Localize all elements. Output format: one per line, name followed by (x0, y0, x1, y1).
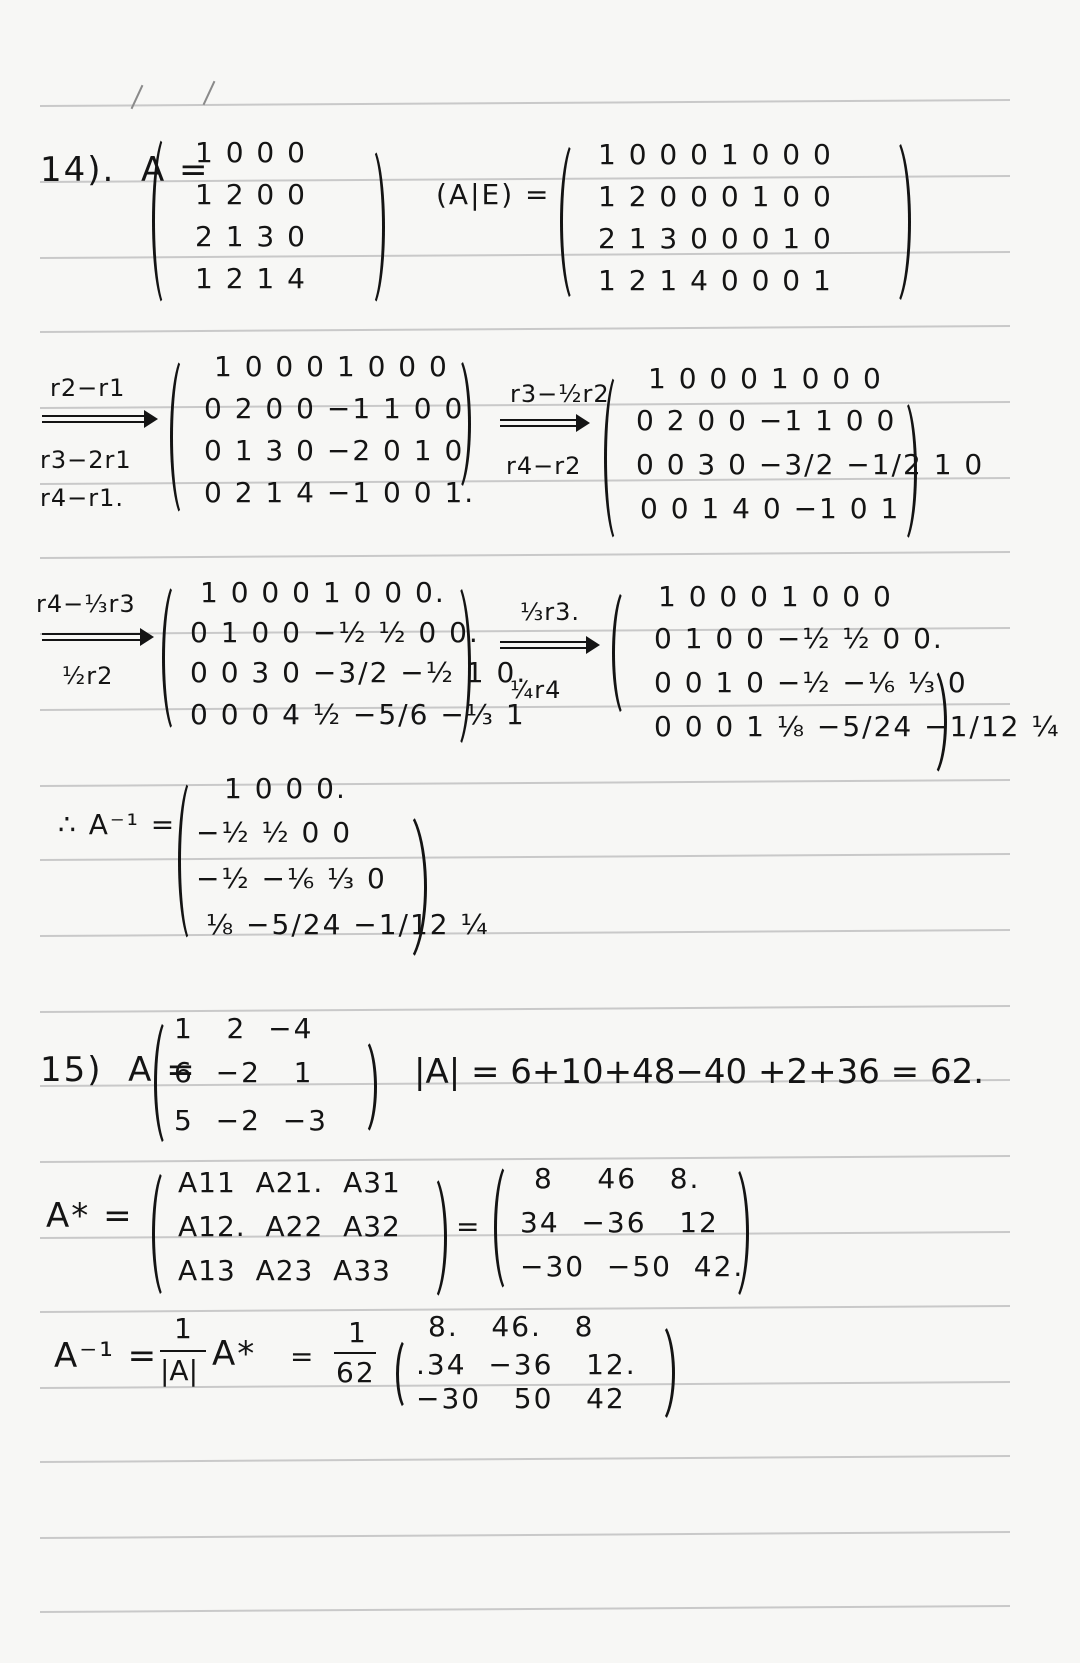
matrix-row: 1 0 0 0 1 0 0 0 (658, 580, 893, 613)
step1-left-paren (170, 354, 195, 520)
step2-arrow (500, 416, 586, 430)
matrix-row: 1 0 0 0 1 0 0 0 (648, 362, 883, 395)
inverse-coefficient-denominator: 62 (336, 1356, 376, 1389)
matrix-row: 0 2 0 0 −1 1 0 0 (204, 392, 465, 425)
step4-op-top: ⅓r3. (520, 598, 581, 626)
adj-sym-left-paren (152, 1166, 177, 1302)
matrix-row: 34 −36 12 (520, 1206, 719, 1239)
matrix-row: 2 1 3 0 (195, 220, 307, 253)
augmented-left-paren (560, 138, 587, 306)
matrix-row: 1 0 0 0. (224, 772, 347, 805)
matrix-row: 1 0 0 0 1 0 0 0 (598, 138, 833, 171)
inverse-fraction-numerator: 1 (174, 1312, 194, 1345)
matrix-row: −30 50 42 (416, 1382, 626, 1415)
step2-left-paren (604, 370, 629, 546)
step3-left-paren (162, 580, 187, 736)
step4-arrow (500, 638, 596, 652)
step3-op-top: r4−⅓r3 (36, 590, 136, 618)
inverse-adjugate-symbol: A* (212, 1334, 257, 1374)
step2-op-top: r3−½r2 (510, 380, 610, 408)
inverse-coefficient-numerator: 1 (348, 1316, 368, 1349)
adjugate-equals: = (456, 1210, 482, 1243)
matrix-row: 1 2 1 4 0 0 0 1 (598, 264, 833, 297)
fraction-bar (334, 1352, 376, 1354)
matrix-row: 0 0 1 4 0 −1 0 1 (640, 492, 901, 525)
step1-op-bottom: r4−r1. (40, 484, 125, 512)
matrix-row: 8 46 8. (534, 1162, 701, 1195)
step4-left-paren (612, 586, 637, 720)
matrix-row: 1 0 0 0 (195, 136, 307, 169)
problem-15-label: 15) A = (40, 1050, 197, 1090)
adj-val-left-paren (494, 1160, 521, 1296)
matrix-row: 1 2 1 4 (195, 262, 307, 295)
matrix-row: 0 0 3 0 −3/2 −½ 1 0. (190, 656, 528, 689)
inverse-label: A⁻¹ = (54, 1336, 159, 1376)
matrix-row: −½ −⅙ ⅓ 0 (196, 862, 387, 895)
matrix-row: 5 −2 −3 (174, 1104, 328, 1137)
step1-op-bottom: r3−2r1 (40, 446, 132, 474)
step4-op-bottom: ¼r4 (510, 676, 562, 704)
matrix-row: 8. 46. 8 (428, 1310, 595, 1343)
matrix-row: 1 2 0 0 (195, 178, 307, 211)
determinant: |A| = 6+10+48−40 +2+36 = 62. (414, 1052, 985, 1092)
matrix-row: 1 2 0 0 0 1 0 0 (598, 180, 833, 213)
matrix-row: −½ ½ 0 0 (196, 816, 353, 849)
matrix-row: 1 2 −4 (174, 1012, 314, 1045)
matrix-row: 1 0 0 0 1 0 0 0 (214, 350, 449, 383)
matrix-row: 0 2 0 0 −1 1 0 0 (636, 404, 897, 437)
inv-left-paren (396, 1336, 417, 1412)
matrix-row: 0 2 1 4 −1 0 0 1. (204, 476, 476, 509)
matrix-row: 0 0 1 0 −½ −⅙ ⅓ 0 (654, 666, 968, 699)
matrix-row: 0 1 0 0 −½ ½ 0 0. (654, 622, 944, 655)
matrix-row: 0 0 0 1 ⅛ −5/24 −1/12 ¼ (654, 710, 1061, 743)
inverse-left-paren (178, 776, 203, 946)
matrix-row: ⅛ −5/24 −1/12 ¼ (206, 908, 490, 941)
step3-op-bottom: ½r2 (62, 662, 114, 690)
matrix-row: 0 0 0 4 ½ −5/6 −⅓ 1 (190, 698, 526, 731)
inverse-equals: = (290, 1340, 316, 1373)
step3-arrow (42, 630, 150, 644)
matrix-row: 0 1 0 0 −½ ½ 0 0. (190, 616, 480, 649)
matrix-row: .34 −36 12. (416, 1348, 637, 1381)
matrix-row: 0 0 3 0 −3/2 −1/2 1 0 (636, 448, 985, 481)
matrix-row: −30 −50 42. (520, 1250, 745, 1283)
adjugate-label: A* = (46, 1196, 134, 1236)
matrix-row: A13 A23 A33 (178, 1254, 391, 1287)
matrix-row: 2 1 3 0 0 0 1 0 (598, 222, 833, 255)
matrix-row: 0 1 3 0 −2 0 1 0 (204, 434, 465, 467)
matrix-row: A12. A22 A32 (178, 1210, 401, 1243)
step1-op-top: r2−r1 (50, 374, 126, 402)
matrix-row: 1 0 0 0 1 0 0 0. (200, 576, 446, 609)
fraction-bar (160, 1350, 206, 1352)
matrix-row: 6 −2 1 (174, 1056, 314, 1089)
matrix-A-left-paren (152, 132, 177, 310)
inverse-fraction-denominator: |A| (160, 1354, 199, 1387)
step2-op-bottom: r4−r2 (506, 452, 582, 480)
matrix-row: A11 A21. A31 (178, 1166, 401, 1199)
step1-arrow (42, 412, 154, 426)
augmented-label: (A|E) = (436, 178, 551, 211)
problem-14-label: 14). A = (40, 150, 210, 190)
inverse-result-label: ∴ A⁻¹ = (58, 808, 177, 841)
